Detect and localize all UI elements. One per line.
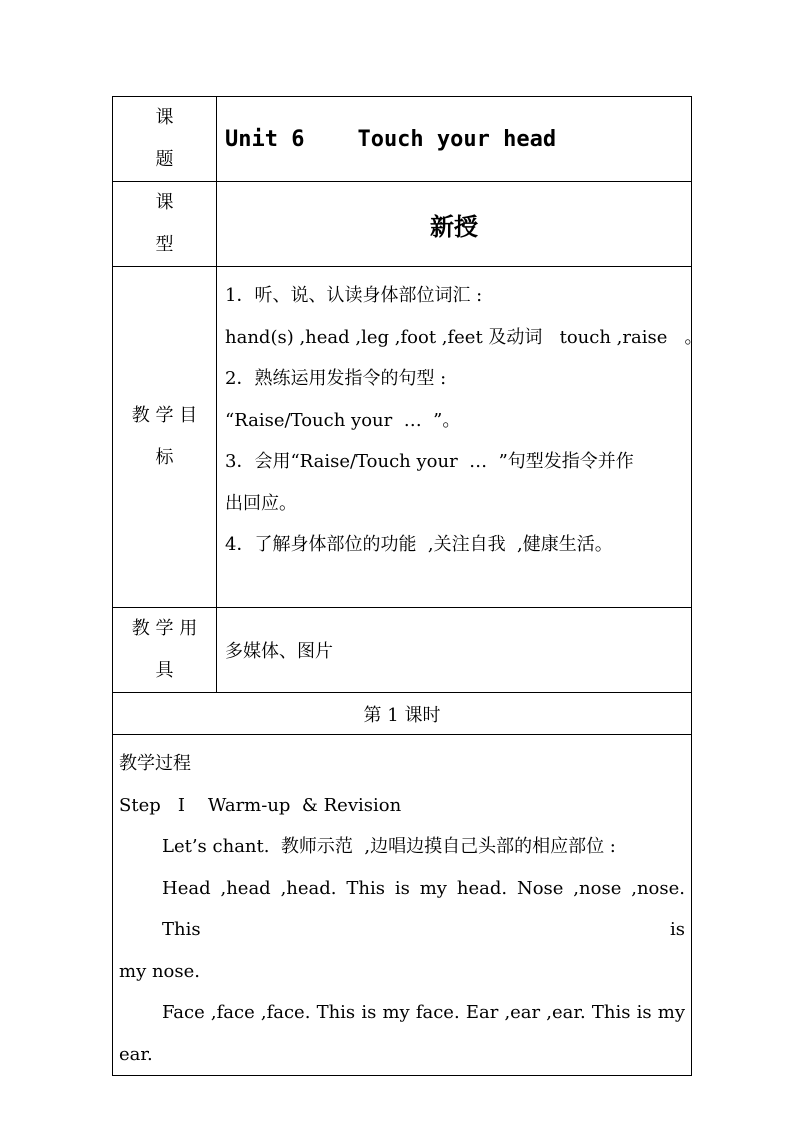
lesson-type-label [113, 182, 217, 267]
objective-line: 1．听、说、认读身体部位词汇 : [225, 285, 483, 306]
period-row [113, 693, 692, 735]
process-line: Face ,face ,face. This is my face. Ear ,ear ,ear. This is my [162, 1002, 685, 1023]
topic-label-line-2: 题 [155, 149, 174, 170]
materials-row [113, 608, 692, 693]
step-heading: Step I Warm-up & Revision [119, 794, 402, 816]
materials-label-line-1: 教 学 用 [131, 618, 198, 639]
topic-row [113, 97, 692, 182]
objective-line: 2．熟练运用发指令的句型 : [225, 368, 447, 389]
objective-line: hand(s) ,head ,leg ,foot ,feet 及动词 touch ,raise 。 [225, 326, 703, 348]
materials-value-cell [217, 608, 692, 693]
process-content [113, 735, 692, 1076]
objectives-label [113, 267, 217, 608]
objective-line: 3．会用“Raise/Touch your … ”句型发指令并作 [225, 451, 634, 472]
objective-line: 4．了解身体部位的功能 ,关注自我 ,健康生活。 [225, 534, 613, 555]
process-line: Head ,head ,head. This is my head. Nose ,nose ,nose. This is [162, 877, 685, 940]
lesson-type-row [113, 182, 692, 267]
materials-label-line-2: 具 [155, 660, 174, 681]
lesson-plan-table [112, 96, 703, 1076]
process-line: Let’s chant. 教师示范 ,边唱边摸自己头部的相应部位 : [162, 836, 616, 857]
topic-label-line-1: 课 [155, 107, 174, 128]
lesson-type-value-cell [217, 182, 692, 267]
lesson-type-value: 新授 [430, 211, 478, 241]
unit-title: Unit 6 Touch your head [225, 126, 557, 152]
materials-label [113, 608, 217, 693]
objectives-label-line-2: 标 [155, 447, 174, 468]
process-line: ear. [119, 1043, 153, 1065]
topic-value-cell [217, 97, 692, 182]
materials-value: 多媒体、图片 [225, 641, 333, 662]
period-heading: 第 1 课时 [113, 693, 692, 735]
topic-label [113, 97, 217, 182]
process-heading: 教学过程 [119, 753, 191, 774]
objectives-row [113, 267, 692, 608]
objective-line: 出回应。 [225, 492, 297, 514]
lesson-type-label-line-1: 课 [155, 192, 174, 213]
objective-line: “Raise/Touch your … ”。 [225, 409, 461, 431]
process-row [113, 735, 692, 1076]
lesson-type-label-line-2: 型 [155, 234, 174, 255]
process-line: my nose. [119, 960, 200, 982]
objectives-label-line-1: 教 学 目 [131, 405, 198, 426]
objectives-content [217, 267, 703, 608]
